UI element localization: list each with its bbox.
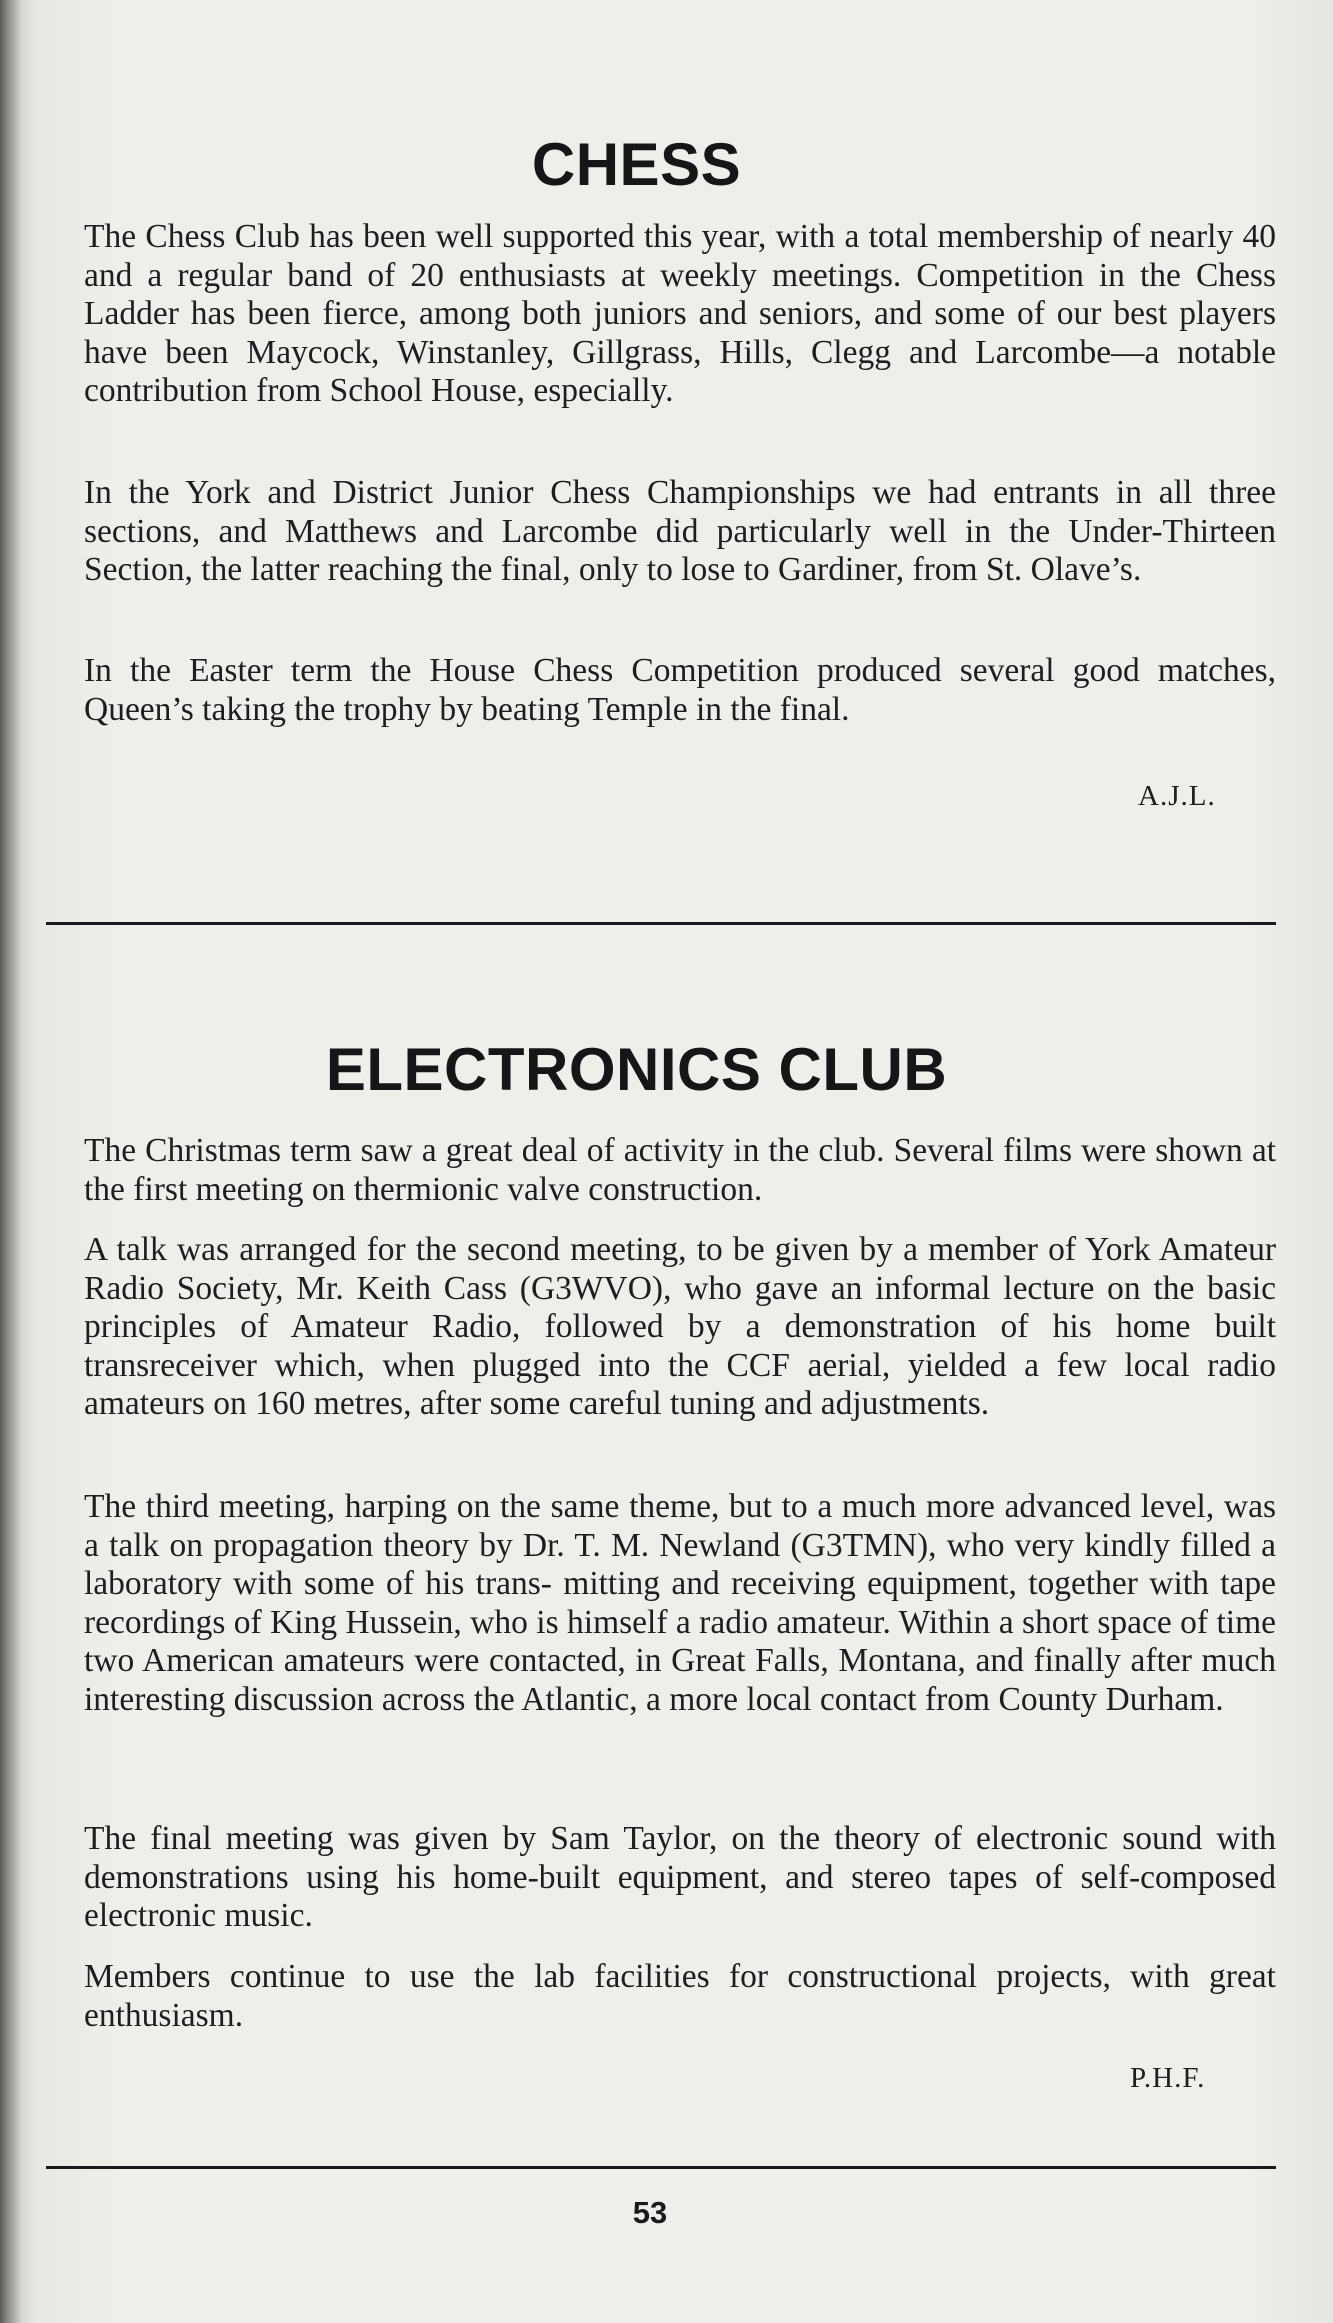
electronics-paragraph-2: A talk was arranged for the second meeting, to be given by a member of York Amateur Radio Society, Mr. Keith Cass (G3WVO), who gave an informal lecture on the basic principles of Amateur Radio, followed by a demonstration of his home built transreceiver which, when plugged into the CCF aerial, yielded a few local radio amateurs on 160 metres, after some careful tuning and adjustments. bbox=[84, 1231, 1276, 1422]
section-divider bbox=[46, 922, 1276, 925]
electronics-paragraph-3: The third meeting, harping on the same theme, but to a much more advanced level, was a talk on propagation theory by Dr. T. M. Newland (G3TMN), who very kindly filled a laboratory with some of his trans- mitting and receiving equipment, together with tape recordings of King Hussein, who is himself a radio amateur. Within a short space of time two American amateurs were contacted, in Great Falls, Montana, and finally after much interesting discussion across the Atlantic, a more local contact from County Durham. bbox=[84, 1488, 1276, 1718]
footer-divider bbox=[46, 2166, 1276, 2169]
page-number: 53 bbox=[632, 2195, 668, 2230]
chess-paragraph-3: In the Easter term the House Chess Competition produced several good matches, Queen’s taking the trophy by beating Temple in the final. bbox=[84, 652, 1276, 728]
electronics-paragraph-4: The final meeting was given by Sam Taylor, on the theory of electronic sound with demonstrations using his home-built equipment, and stereo tapes of self-composed electronic music. bbox=[84, 1820, 1276, 1934]
electronics-signature: P.H.F. bbox=[1130, 2062, 1206, 2094]
chess-signature: A.J.L. bbox=[1138, 780, 1216, 812]
electronics-section-title: ELECTRONICS CLUB bbox=[325, 1036, 948, 1103]
chess-paragraph-2: In the York and District Junior Chess Championships we had entrants in all three sections, and Matthews and Larcombe did particularly well in the Under-Thirteen Section, the latter reaching the final, only to lose to Gardiner, from St. Olave’s. bbox=[84, 474, 1276, 588]
chess-section-title: CHESS bbox=[531, 131, 742, 198]
electronics-paragraph-1: The Christmas term saw a great deal of activity in the club. Several films were shown at the first meeting on thermionic valve construction. bbox=[84, 1132, 1276, 1208]
electronics-paragraph-5: Members continue to use the lab facilities for constructional projects, with great enthusiasm. bbox=[84, 1958, 1276, 2034]
chess-paragraph-1: The Chess Club has been well supported this year, with a total membership of nearly 40 and a regular band of 20 enthusiasts at weekly meetings. Competition in the Chess Ladder has been fierce, among both juniors and seniors, and some of our best players have been Maycock, Winstanley, Gillgrass, Hills, Clegg and Larcombe—a notable contribution from School House, especially. bbox=[84, 218, 1276, 409]
